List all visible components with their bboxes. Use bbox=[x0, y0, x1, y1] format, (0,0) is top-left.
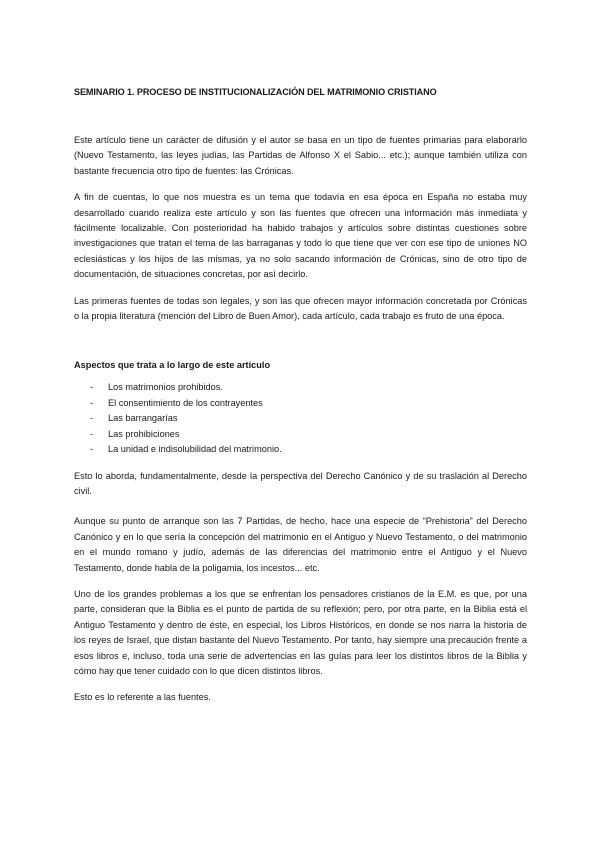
list-bullet: - bbox=[90, 413, 94, 424]
body-paragraph-1: Esto lo aborda, fundamentalmente, desde la perspectiva del Derecho Canónico y de su traslación al Derecho civil. bbox=[74, 470, 527, 496]
intro-paragraph-2: A fin de cuentas, lo que nos muestra es un tema que todavía en esa época en España no estaba muy desarrollado cuando realiza este artículo y son las fuentes que ofrecen una información más inmediata y fácilmente localizable. Con posterioridad ha habido trabajos y artículos sobre distintas cuestiones sobre investigaciones que tratan el tema de las barraganas y todo lo que tiene que ver con ese tipo de uniones NO eclesiásticas y los hijos de las mismas, ya no solo sacando información de Crónicas, sino de otro tipo de documentación, de situaciones concretas, por así decirlo. bbox=[74, 192, 527, 280]
list-item bbox=[74, 396, 527, 411]
list-item-text: Los matrimonios prohibidos. bbox=[108, 382, 223, 393]
list-item bbox=[74, 442, 527, 457]
list-item bbox=[74, 411, 527, 426]
aspects-heading: Aspectos que trata a lo largo de este artículo bbox=[74, 360, 271, 371]
list-item-text: La unidad e indisolubilidad del matrimonio. bbox=[108, 444, 282, 455]
document-body bbox=[74, 86, 527, 717]
body-paragraph-2: Aunque su punto de arranque son las 7 Partidas, de hecho, hace una especie de “Prehistoria” del Derecho Canónico y en lo que sería la concepción del matrimonio en el Antiguo y Nuevo Testamento, o del matrimonio en el mundo romano y judío, además de las diferencias del matrimonio entre el Antiguo y el Nuevo Testamento, donde habla de la poligamia, los incestos... etc. bbox=[74, 516, 527, 573]
list-item bbox=[74, 427, 527, 442]
body-paragraph-3: Uno de los grandes problemas a los que se enfrentan los pensadores cristianos de la E.M. es que, por una parte, consideran que la Biblia es el punto de partida de su reflexión; pero, por otra parte, en la Biblia está el Antiguo Testamento y dentro de éste, en especial, los Libros Históricos, en donde se nos narra la historia de los reyes de Israel, que distan bastante del Nuevo Testamento. Por tanto, hay siempre una precaución frente a esos libros e, incluso, toda una serie de advertencias en las guías para leer los distintos libros de la Biblia y cómo hay que tener cuidado con lo que dicen distintos libros. bbox=[74, 588, 527, 676]
list-item-text: Las barrangarías bbox=[108, 413, 178, 424]
list-item-text: El consentimiento de los contrayentes bbox=[108, 397, 263, 408]
intro-paragraph-1: Este artículo tiene un carácter de difusión y el autor se basa en un tipo de fuentes primarias para elaborarlo (Nuevo Testamento, las leyes judías, las Partidas de Alfonso X el Sabio... etc.); aunque también utiliza con bastante frecuencia otro tipo de fuentes: las Crónicas. bbox=[74, 135, 527, 176]
list-item bbox=[74, 380, 527, 395]
list-bullet: - bbox=[90, 428, 94, 439]
list-item-text: Las prohibiciones bbox=[108, 428, 180, 439]
list-bullet: - bbox=[90, 382, 94, 393]
list-bullet: - bbox=[90, 444, 94, 455]
intro-paragraph-3: Las primeras fuentes de todas son legales, y son las que ofrecen mayor información concretada por Crónicas o la propia literatura (mención del Libro de Buen Amor), cada artículo, cada trabajo es fruto de una época. bbox=[74, 295, 527, 322]
body-paragraph-4: Esto es lo referente a las fuentes. bbox=[74, 692, 211, 703]
list-bullet: - bbox=[90, 397, 94, 408]
document-title: SEMINARIO 1. PROCESO DE INSTITUCIONALIZACIÓN DEL MATRIMONIO CRISTIANO bbox=[74, 87, 437, 97]
aspects-list bbox=[74, 380, 527, 457]
